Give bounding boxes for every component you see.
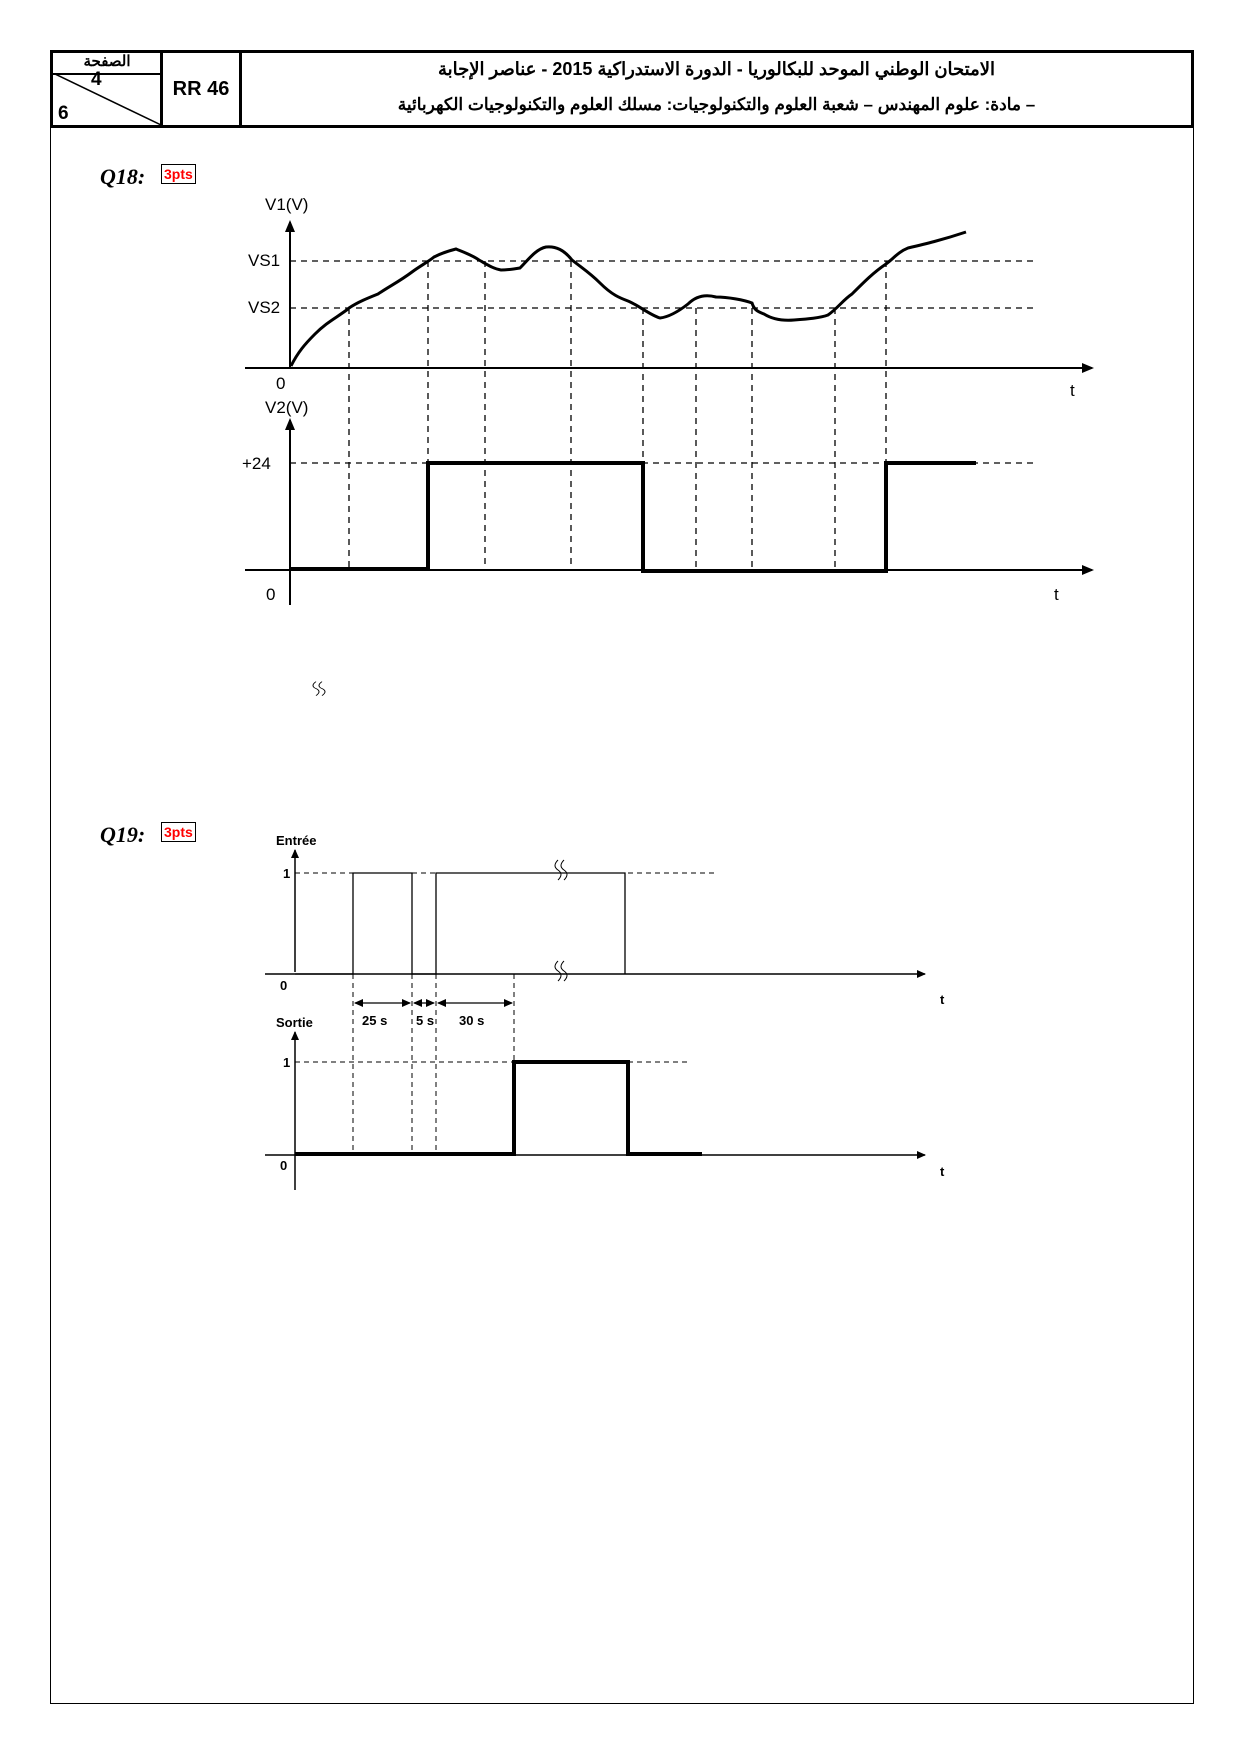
page-number: 4 xyxy=(91,69,102,90)
v1-chart xyxy=(245,195,1092,570)
time-break-mark xyxy=(313,682,325,696)
title-line-1: الامتحان الوطني الموحد للبكالوريا - الدورة الاستدراكية 2015 - عناصر الإجابة xyxy=(437,59,996,79)
v2-chart xyxy=(242,398,1092,605)
v1-time-label: t xyxy=(1070,381,1075,400)
page-label: الصفحة xyxy=(83,53,131,70)
sortie-signal xyxy=(295,1062,702,1154)
page-total: 6 xyxy=(58,103,69,124)
duration-label: 5 s xyxy=(416,1013,435,1028)
sortie-chart xyxy=(265,1015,945,1190)
question-label-q19: Q19: xyxy=(100,822,146,847)
v2-output-signal xyxy=(291,463,976,571)
sortie-label: Sortie xyxy=(276,1015,313,1030)
sortie-zero-label: 0 xyxy=(280,1158,288,1173)
v1-axis-label: V1(V) xyxy=(265,195,309,214)
title-line-2: – مادة: علوم المهندس – شعبة العلوم والتكنولوجيات: مسلك العلوم والتكنولوجيات الكهربائية xyxy=(397,95,1036,114)
entree-time-label: t xyxy=(940,992,945,1007)
entree-one-label: 1 xyxy=(283,866,291,881)
sortie-one-label: 1 xyxy=(283,1055,291,1070)
v1-signal-curve xyxy=(291,232,966,366)
v2-time-label: t xyxy=(1054,585,1059,604)
duration-label: 25 s xyxy=(362,1013,388,1028)
v2-high-label: +24 xyxy=(242,454,271,473)
points-badge-q18: 3pts xyxy=(161,164,196,184)
duration-label: 30 s xyxy=(459,1013,485,1028)
v2-axis-label: V2(V) xyxy=(265,398,309,417)
question-label-q18: Q18: xyxy=(100,164,146,189)
v1-origin-label: 0 xyxy=(276,374,286,393)
entree-zero-label: 0 xyxy=(280,978,288,993)
v2-origin-label: 0 xyxy=(266,585,276,604)
time-break-mark xyxy=(555,961,567,981)
points-badge-q19: 3pts xyxy=(161,822,196,842)
sortie-time-label: t xyxy=(940,1164,945,1179)
entree-guides xyxy=(353,974,514,1155)
vs2-label: VS2 xyxy=(248,298,281,317)
vs1-label: VS1 xyxy=(248,251,281,270)
entree-signal xyxy=(295,873,625,974)
time-break-mark xyxy=(555,860,567,880)
entree-chart xyxy=(265,682,945,1155)
exam-code: RR 46 xyxy=(163,53,242,125)
entree-label: Entrée xyxy=(276,833,317,848)
